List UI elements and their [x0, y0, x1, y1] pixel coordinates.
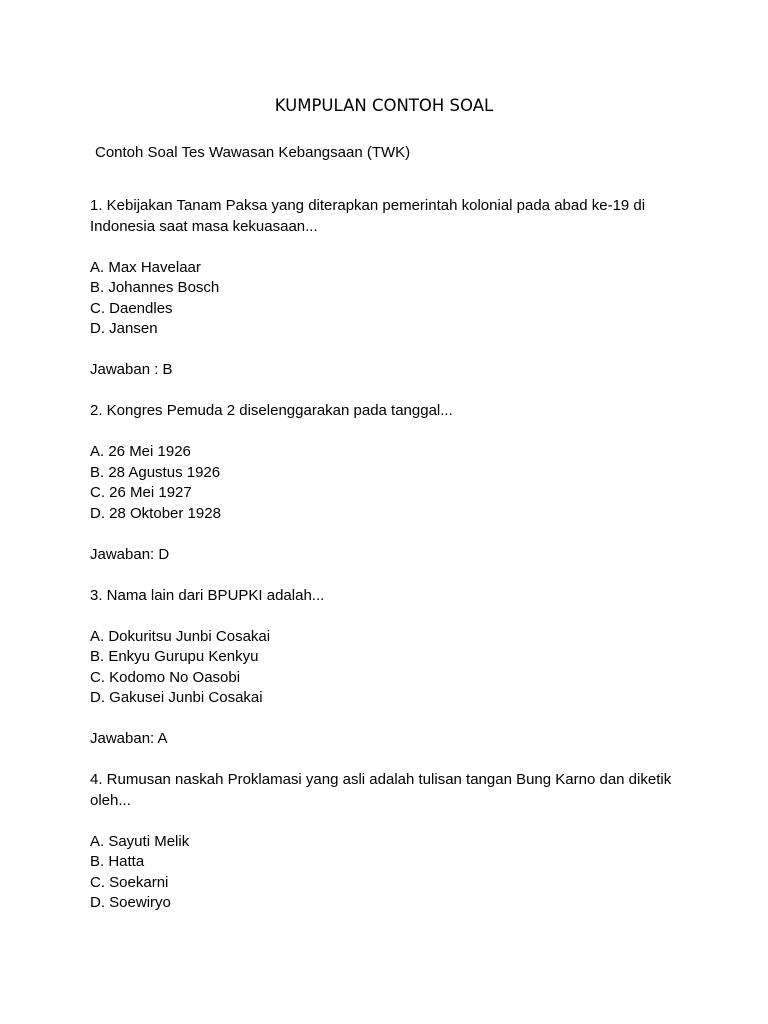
answer-key: Jawaban: A: [90, 730, 168, 747]
option-list: [90, 258, 680, 340]
question-3: [90, 586, 680, 750]
option-d: D. Gakusei Junbi Cosakai: [90, 689, 263, 706]
question-text: 3. Nama lain dari BPUPKI adalah...: [90, 586, 325, 604]
question-list: [90, 196, 680, 934]
option-b: B. 28 Agustus 1926: [90, 463, 221, 481]
option-a: A. Dokuritsu Junbi Cosakai: [90, 627, 271, 645]
option-d: D. Jansen: [90, 320, 158, 337]
option-c: C. Kodomo No Oasobi: [90, 668, 241, 686]
option-list: [90, 627, 680, 709]
option-b: B. Johannes Bosch: [90, 279, 220, 296]
question-text: 4. Rumusan naskah Proklamasi yang asli adalah tulisan tangan Bung Karno dan diketik oleh...: [90, 771, 672, 809]
option-a: A. 26 Mei 1926: [90, 443, 191, 460]
option-d: D. 28 Oktober 1928: [90, 504, 221, 522]
option-list: [90, 442, 680, 524]
option-list: [90, 832, 680, 914]
option-b: B. Hatta: [90, 853, 145, 870]
option-c: C. Soekarni: [90, 873, 169, 891]
question-1: [90, 196, 680, 381]
option-d: D. Soewiryo: [90, 894, 171, 911]
option-c: C. 26 Mei 1927: [90, 484, 192, 501]
option-a: A. Sayuti Melik: [90, 832, 190, 850]
answer-key: Jawaban: D: [90, 545, 170, 563]
question-text: 1. Kebijakan Tanam Paksa yang diterapkan pemerintah kolonial pada abad ke-19 di Indonesia saat masa kekuasaan...: [90, 197, 646, 235]
option-a: A. Max Havelaar: [90, 258, 201, 276]
question-4: [90, 770, 680, 914]
option-c: C. Daendles: [90, 299, 173, 317]
answer-key: Jawaban : B: [90, 361, 173, 378]
option-b: B. Enkyu Gurupu Kenkyu: [90, 648, 259, 665]
question-2: [90, 401, 680, 565]
document-subtitle: Contoh Soal Tes Wawasan Kebangsaan (TWK): [95, 144, 411, 161]
question-text: 2. Kongres Pemuda 2 diselenggarakan pada tanggal...: [90, 402, 453, 419]
document-title: KUMPULAN CONTOH SOAL: [274, 96, 494, 115]
